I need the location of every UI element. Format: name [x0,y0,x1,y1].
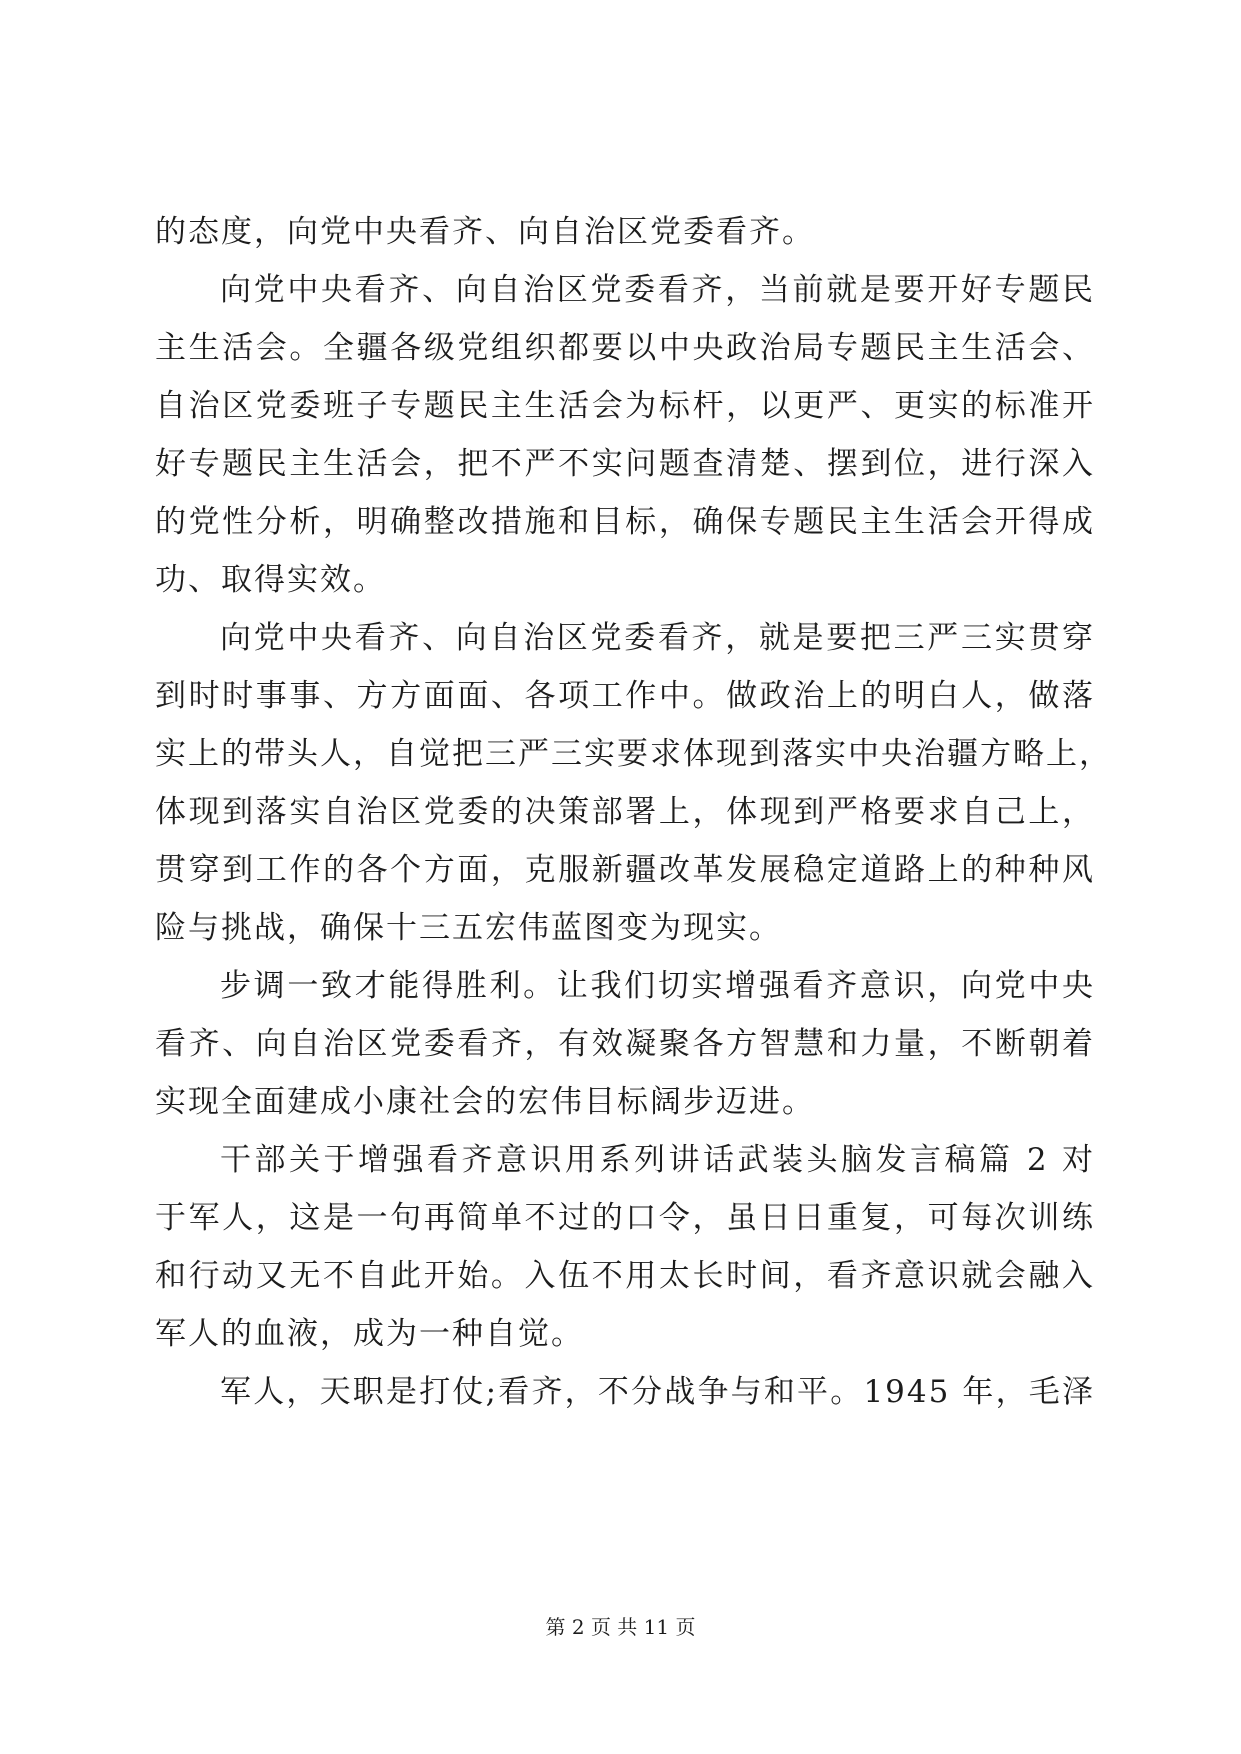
text-line: 和行动又无不自此开始。入伍不用太长时间，看齐意识就会融入 [155,1258,1095,1294]
text-line: 军人，天职是打仗;看齐，不分战争与和平。1945 年，毛泽 [220,1374,1095,1410]
text-line: 向党中央看齐、向自治区党委看齐，当前就是要开好专题民 [220,272,1095,308]
text-line: 的党性分析，明确整改措施和目标，确保专题民主生活会开得成 [155,504,1095,540]
text-line: 实上的带头人，自觉把三严三实要求体现到落实中央治疆方略上， [155,736,1112,772]
text-line: 险与挑战，确保十三五宏伟蓝图变为现实。 [155,910,782,946]
text-line: 主生活会。全疆各级党组织都要以中央政治局专题民主生活会、 [155,330,1095,366]
text-line: 功、取得实效。 [155,562,386,598]
text-line: 体现到落实自治区党委的决策部署上，体现到严格要求自己上， [155,794,1095,830]
text-line: 自治区党委班子专题民主生活会为标杆，以更严、更实的标准开 [155,388,1095,424]
text-line: 看齐、向自治区党委看齐，有效凝聚各方智慧和力量，不断朝着 [155,1026,1095,1062]
text-line: 向党中央看齐、向自治区党委看齐，就是要把三严三实贯穿 [220,620,1095,656]
text-line: 好专题民主生活会，把不严不实问题查清楚、摆到位，进行深入 [155,446,1095,482]
text-line: 贯穿到工作的各个方面，克服新疆改革发展稳定道路上的种种风 [155,852,1095,888]
text-line: 的态度，向党中央看齐、向自治区党委看齐。 [155,214,815,250]
text-line: 到时时事事、方方面面、各项工作中。做政治上的明白人，做落 [155,678,1095,714]
text-line: 军人的血液，成为一种自觉。 [155,1316,584,1352]
text-line: 干部关于增强看齐意识用系列讲话武装头脑发言稿篇 2 对 [220,1142,1095,1178]
text-line: 于军人，这是一句再简单不过的口令，虽日日重复，可每次训练 [155,1200,1095,1236]
text-line: 实现全面建成小康社会的宏伟目标阔步迈进。 [155,1084,815,1120]
page-number-footer: 第 2 页 共 11 页 [545,1615,696,1639]
text-line: 步调一致才能得胜利。让我们切实增强看齐意识，向党中央 [220,968,1095,1004]
